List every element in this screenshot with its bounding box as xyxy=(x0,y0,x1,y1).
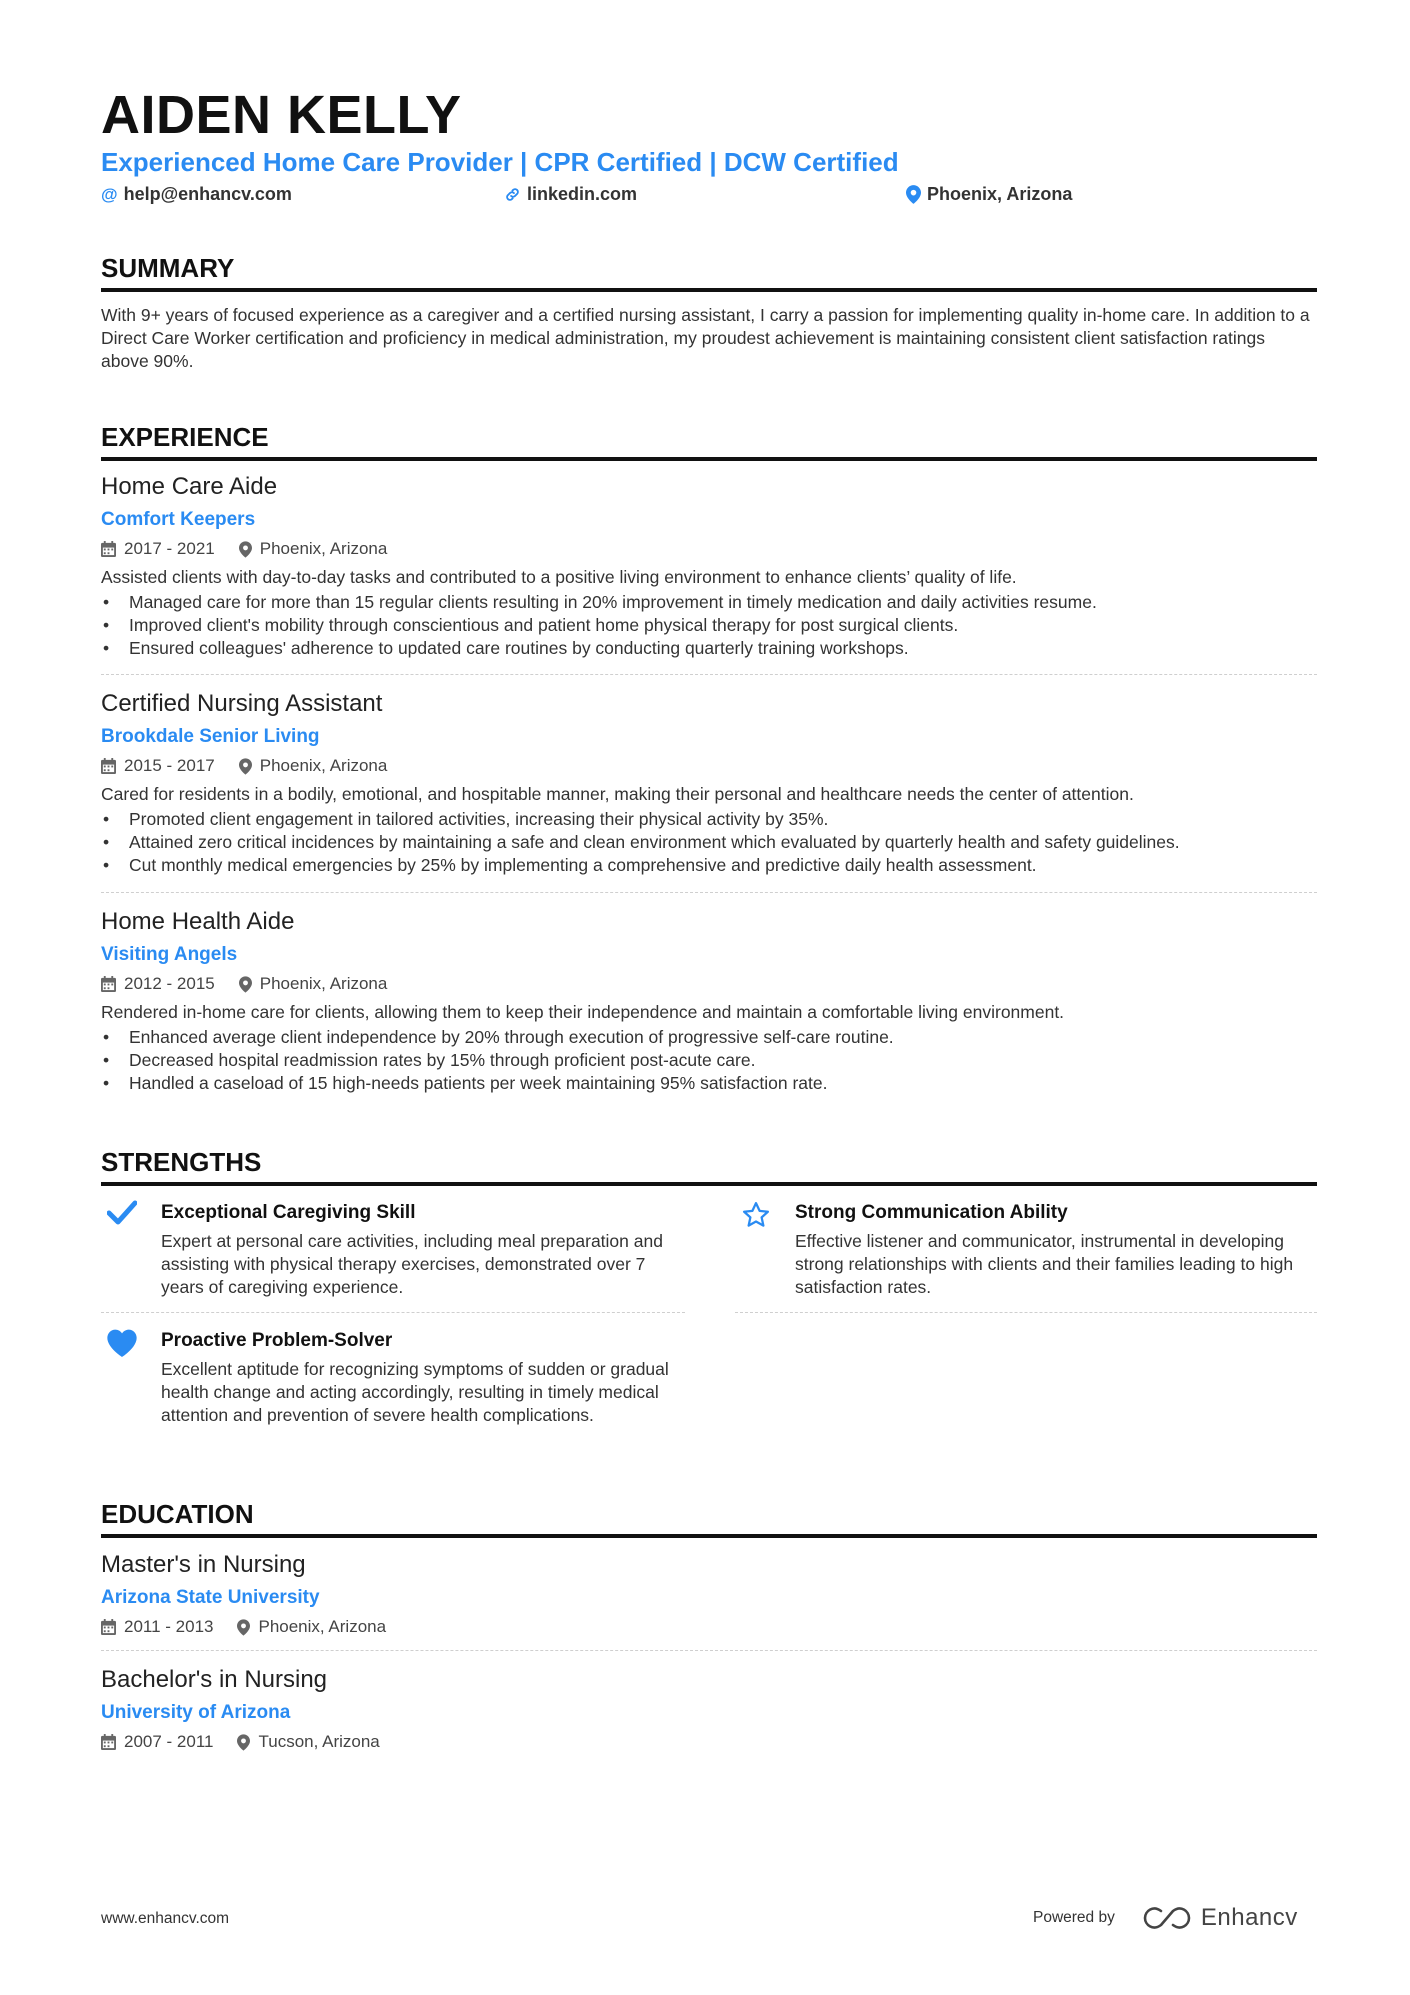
powered-by-label: Powered by xyxy=(1033,1909,1115,1926)
job-title: Home Health Aide xyxy=(101,908,295,935)
map-pin-icon xyxy=(239,541,252,558)
education-meta xyxy=(101,1616,1317,1638)
footer-website[interactable]: www.enhancv.com xyxy=(101,1910,230,1927)
experience-entry xyxy=(101,472,1317,660)
strength-description: Expert at personal care activities, including meal preparation and assisting with physical therapy exercises, demonstrated over 7 years of caregiving experience. xyxy=(161,1231,663,1297)
job-description: Cared for residents in a bodily, emotional, and hospitable manner, making their personal and healthcare needs the center of attention. xyxy=(101,784,1134,804)
list-item: • Decreased hospital readmission rates by 15% through proficient post-acute care. xyxy=(101,1049,1317,1072)
strength-description: Excellent aptitude for recognizing symptoms of sudden or gradual health change and acting accordingly, resulting in timely medical attention and prevention of severe health complications. xyxy=(161,1359,669,1425)
contact-row xyxy=(101,184,1317,208)
school-location xyxy=(237,1731,379,1753)
location-text: Phoenix, Arizona xyxy=(927,184,1073,204)
date-text: 2007 - 2011 xyxy=(124,1732,214,1751)
date-text: 2012 - 2015 xyxy=(124,974,215,993)
check-icon xyxy=(105,1200,139,1234)
list-item: • Handled a caseload of 15 high-needs patients per week maintaining 95% satisfaction rate. xyxy=(101,1072,1317,1095)
calendar-icon xyxy=(101,1734,116,1750)
date-range xyxy=(101,1731,213,1753)
strength-description: Effective listener and communicator, instrumental in developing strong relationships with clients and their families leading to high satisfaction rates. xyxy=(795,1231,1294,1297)
company-name: Brookdale Senior Living xyxy=(101,726,320,747)
experience-entry xyxy=(101,689,1317,877)
map-pin-icon xyxy=(237,1619,250,1636)
date-range xyxy=(101,538,215,560)
list-item: • Ensured colleagues' adherence to updated care routines by conducting quarterly training workshops. xyxy=(101,637,1317,660)
job-location xyxy=(239,538,388,560)
degree-title: Master's in Nursing xyxy=(101,1551,306,1578)
date-text: 2015 - 2017 xyxy=(124,756,215,775)
list-item: • Promoted client engagement in tailored activities, increasing their physical activity by 35%. xyxy=(101,808,1317,831)
strengths-heading: STRENGTHS xyxy=(101,1146,1317,1186)
strength-title: Strong Communication Ability xyxy=(795,1202,1068,1223)
job-meta xyxy=(101,755,1317,777)
enhancv-logo[interactable] xyxy=(1143,1904,1298,1932)
contact-email[interactable] xyxy=(101,184,292,205)
list-item: • Improved client's mobility through conscientious and patient home physical therapy for post surgical clients. xyxy=(101,614,1317,637)
heart-icon xyxy=(105,1328,139,1362)
job-meta xyxy=(101,538,1317,560)
experience-entry xyxy=(101,907,1317,1095)
location-text: Phoenix, Arizona xyxy=(258,1617,387,1636)
footer-branding xyxy=(1033,1904,1298,1932)
date-range xyxy=(101,755,215,777)
map-pin-icon xyxy=(239,758,252,775)
candidate-name: AIDEN KELLY xyxy=(101,85,462,145)
link-icon xyxy=(504,186,521,203)
job-location xyxy=(239,973,388,995)
education-entry xyxy=(101,1665,1317,1753)
achievement-list xyxy=(101,808,1317,877)
achievement-list xyxy=(101,1026,1317,1095)
enhancv-logo-icon xyxy=(1143,1906,1191,1930)
location-text: Tucson, Arizona xyxy=(258,1732,380,1751)
location-text: Phoenix, Arizona xyxy=(259,756,388,775)
list-item: • Cut monthly medical emergencies by 25% by implementing a comprehensive and predictive daily health assessment. xyxy=(101,854,1317,877)
degree-title: Bachelor's in Nursing xyxy=(101,1666,328,1693)
company-name: Comfort Keepers xyxy=(101,509,256,530)
education-meta xyxy=(101,1731,1317,1753)
map-pin-icon xyxy=(237,1734,250,1751)
strength-title: Proactive Problem-Solver xyxy=(161,1330,393,1351)
strength-title: Exceptional Caregiving Skill xyxy=(161,1202,416,1223)
divider xyxy=(101,674,1317,675)
at-icon: @ xyxy=(101,184,118,204)
strength-item xyxy=(101,1328,685,1458)
job-description: Assisted clients with day-to-day tasks and contributed to a positive living environment to enhance clients’ quality of life. xyxy=(101,567,1017,587)
job-title: Home Care Aide xyxy=(101,473,278,500)
calendar-icon xyxy=(101,1619,116,1635)
divider xyxy=(101,1312,685,1313)
divider xyxy=(101,892,1317,893)
school-name: University of Arizona xyxy=(101,1702,291,1723)
email-text: help@enhancv.com xyxy=(123,184,292,204)
calendar-icon xyxy=(101,541,116,557)
job-description: Rendered in-home care for clients, allowing them to keep their independence and maintain a comfortable living environment. xyxy=(101,1002,1065,1022)
strength-item xyxy=(101,1200,685,1310)
calendar-icon xyxy=(101,758,116,774)
list-item: • Managed care for more than 15 regular clients resulting in 20% improvement in timely medication and daily activities resume. xyxy=(101,591,1317,614)
location-text: Phoenix, Arizona xyxy=(259,974,388,993)
contact-location xyxy=(906,184,1072,205)
contact-linkedin[interactable] xyxy=(504,184,637,205)
summary-text: With 9+ years of focused experience as a caregiver and a certified nursing assistant, I carry a passion for implementing quality in-home care. In addition to a Direct Care Worker certification and proficiency in medical administration, my proudest achievement is maintaining consistent client satisfaction ratings above 90%. xyxy=(101,305,1310,371)
school-name: Arizona State University xyxy=(101,1587,320,1608)
date-range xyxy=(101,1616,213,1638)
divider xyxy=(735,1312,1317,1313)
education-entry xyxy=(101,1550,1317,1638)
experience-heading: EXPERIENCE xyxy=(101,421,1317,461)
map-pin-icon xyxy=(239,976,252,993)
list-item: • Attained zero critical incidences by maintaining a safe and clean environment which evaluated by quarterly health and safety guidelines. xyxy=(101,831,1317,854)
brand-name: Enhancv xyxy=(1200,1904,1298,1931)
summary-heading: SUMMARY xyxy=(101,252,1317,292)
location-text: Phoenix, Arizona xyxy=(259,539,388,558)
achievement-list xyxy=(101,591,1317,660)
company-name: Visiting Angels xyxy=(101,944,238,965)
star-icon xyxy=(739,1200,773,1234)
strength-item xyxy=(735,1200,1319,1310)
school-location xyxy=(237,1616,386,1638)
job-location xyxy=(239,755,388,777)
calendar-icon xyxy=(101,976,116,992)
map-pin-icon xyxy=(906,185,921,204)
job-meta xyxy=(101,973,1317,995)
date-text: 2011 - 2013 xyxy=(124,1617,214,1636)
linkedin-text: linkedin.com xyxy=(527,184,638,204)
headline: Experienced Home Care Provider | CPR Certified | DCW Certified xyxy=(101,147,899,177)
list-item: • Enhanced average client independence by 20% through execution of progressive self-care routine. xyxy=(101,1026,1317,1049)
divider xyxy=(101,1650,1317,1651)
job-title: Certified Nursing Assistant xyxy=(101,690,383,717)
education-heading: EDUCATION xyxy=(101,1498,1317,1538)
date-text: 2017 - 2021 xyxy=(124,539,215,558)
date-range xyxy=(101,973,215,995)
